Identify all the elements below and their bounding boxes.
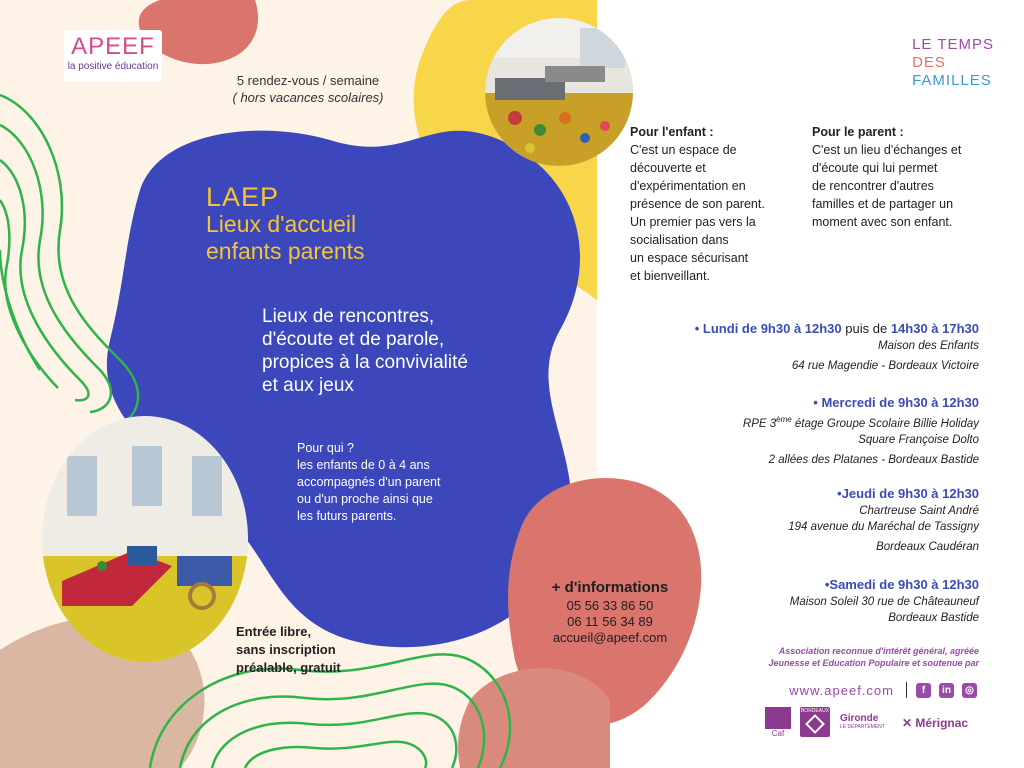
hero-subtitle	[262, 305, 562, 397]
pour-qui-line: les enfants de 0 à 4 ans	[297, 458, 430, 472]
parent-title: Pour le parent :	[812, 125, 904, 139]
mercredi-line: Square Françoise Dolto	[858, 433, 979, 446]
email-link[interactable]: accueil@apeef.com	[552, 630, 668, 645]
lundi-line: 64 rue Magendie - Bordeaux Victoire	[791, 360, 979, 372]
mercredi-head: • Mercredi de 9h30 à 12h30	[813, 395, 979, 410]
hero-line1: Lieux d'accueil	[206, 211, 357, 237]
parent-line: moment avec son enfant.	[812, 215, 953, 229]
schedule-jeudi	[788, 485, 979, 555]
caf-emblem-icon	[765, 707, 791, 729]
merignac-label: Mérignac	[915, 716, 969, 730]
playroom-photo-bottom-illustration	[42, 416, 248, 662]
rendezvous-line1: 5 rendez-vous / semaine	[236, 73, 380, 88]
mercredi-l1sup: ème	[776, 415, 792, 424]
enfant-line: un espace sécurisant	[630, 251, 749, 265]
mercredi-line: 2 allées des Platanes - Bordeaux Bastide	[768, 453, 979, 466]
phone-2[interactable]: 06 11 56 34 89	[567, 614, 653, 629]
enfant-column	[630, 124, 800, 285]
caf-label: Caf	[771, 729, 785, 738]
logo-tagline: la positive éducation	[67, 61, 159, 72]
brand-line2: DES	[912, 54, 946, 71]
entree-line: préalable, gratuit	[236, 660, 341, 675]
gironde-sub: LE DÉPARTEMENT	[840, 724, 885, 730]
linkedin-icon[interactable]: in	[939, 683, 954, 698]
hero-line2: enfants parents	[206, 238, 365, 264]
hero-acronym: LAEP	[206, 182, 280, 212]
contact-info	[535, 578, 685, 646]
mercredi-l1b: étage Groupe Scolaire Billie Holiday	[791, 417, 979, 430]
merignac-logo	[902, 716, 968, 730]
mercredi-l1a: RPE 3	[742, 417, 777, 430]
schedule-lundi	[695, 320, 979, 374]
jeudi-line: 194 avenue du Maréchal de Tassigny	[788, 521, 979, 533]
lundi-head-mid: puis de	[841, 321, 891, 336]
samedi-line: Bordeaux Bastide	[888, 612, 979, 624]
caf-logo	[765, 707, 791, 737]
merignac-emblem-icon: ✕	[902, 716, 916, 730]
parent-line: C'est un lieu d'échanges et	[812, 143, 962, 157]
parent-line: de rencontrer d'autres	[812, 179, 934, 193]
enfant-line: découverte et	[630, 161, 706, 175]
contact-title: + d'informations	[551, 579, 669, 596]
samedi-line: Maison Soleil 30 rue de Châteauneuf	[789, 596, 979, 608]
rendezvous-line2: ( hors vacances scolaires)	[232, 90, 384, 105]
bordeaux-logo	[800, 707, 830, 737]
lundi-head	[695, 320, 979, 338]
rendezvous-info	[208, 72, 408, 106]
pour-qui-line: Pour qui ?	[297, 441, 354, 455]
playroom-photo-bottom	[42, 416, 248, 662]
phone-1[interactable]: 05 56 33 86 50	[566, 598, 654, 613]
bordeaux-label: BORDEAUX	[800, 708, 830, 714]
brand-line1: LE TEMPS	[912, 36, 994, 53]
pour-qui-line: les futurs parents.	[297, 509, 397, 523]
gironde-logo	[840, 713, 895, 730]
subtitle-line: propices à la convivialité	[262, 352, 468, 373]
enfant-line: d'expérimentation en	[630, 179, 746, 193]
apeef-logo	[64, 30, 162, 82]
mercredi-line	[743, 412, 979, 432]
pour-qui-line: accompagnés d'un parent	[297, 475, 441, 489]
parent-line: familles et de partager un	[812, 197, 954, 211]
pour-qui	[297, 440, 477, 525]
entree-line: Entrée libre,	[236, 624, 312, 639]
hero-title	[206, 184, 365, 265]
samedi-head: •Samedi de 9h30 à 12h30	[824, 577, 979, 592]
bordeaux-emblem-icon	[805, 714, 825, 734]
instagram-icon[interactable]: ◎	[962, 683, 977, 698]
enfant-line: et bienveillant.	[630, 269, 710, 283]
divider	[906, 682, 907, 698]
subtitle-line: et aux jeux	[262, 375, 354, 396]
pour-qui-line: ou d'un proche ainsi que	[297, 492, 433, 506]
enfant-line: C'est un espace de	[630, 143, 737, 157]
lundi-head-start: • Lundi de 9h30 à 12h30	[694, 321, 842, 336]
lundi-head-tail: 14h30 à 17h30	[890, 321, 979, 336]
parent-column	[812, 124, 997, 231]
entree-line: sans inscription	[236, 642, 336, 657]
brand-line3: FAMILLES	[912, 72, 992, 89]
subtitle-line: d'écoute et de parole,	[262, 329, 445, 350]
association-note: Association reconnue d'intérêt général, agréée Jeunesse et Education Populaire et soutenue par	[768, 646, 979, 668]
lundi-line: Maison des Enfants	[877, 340, 979, 352]
schedule-samedi	[790, 576, 979, 626]
entree-libre	[236, 623, 341, 677]
enfant-line: présence de son parent.	[630, 197, 765, 211]
schedule-mercredi	[743, 394, 979, 468]
playroom-photo-top	[485, 18, 633, 166]
facebook-icon[interactable]: f	[916, 683, 931, 698]
enfant-title: Pour l'enfant :	[630, 125, 714, 139]
jeudi-head: •Jeudi de 9h30 à 12h30	[837, 486, 979, 501]
playroom-photo-top-illustration	[485, 18, 633, 166]
gironde-label: Gironde	[840, 713, 879, 724]
enfant-line: Un premier pas vers la	[630, 215, 756, 229]
parent-line: d'écoute qui lui permet	[812, 161, 938, 175]
enfant-line: socialisation dans	[630, 233, 729, 247]
website-link[interactable]: www.apeef.com	[789, 683, 894, 698]
subtitle-line: Lieux de rencontres,	[262, 306, 435, 327]
logo-name: APEEF	[71, 33, 155, 60]
temps-des-familles-logo	[912, 36, 994, 90]
jeudi-line: Chartreuse Saint André	[859, 505, 979, 517]
jeudi-line: Bordeaux Caudéran	[876, 541, 979, 553]
